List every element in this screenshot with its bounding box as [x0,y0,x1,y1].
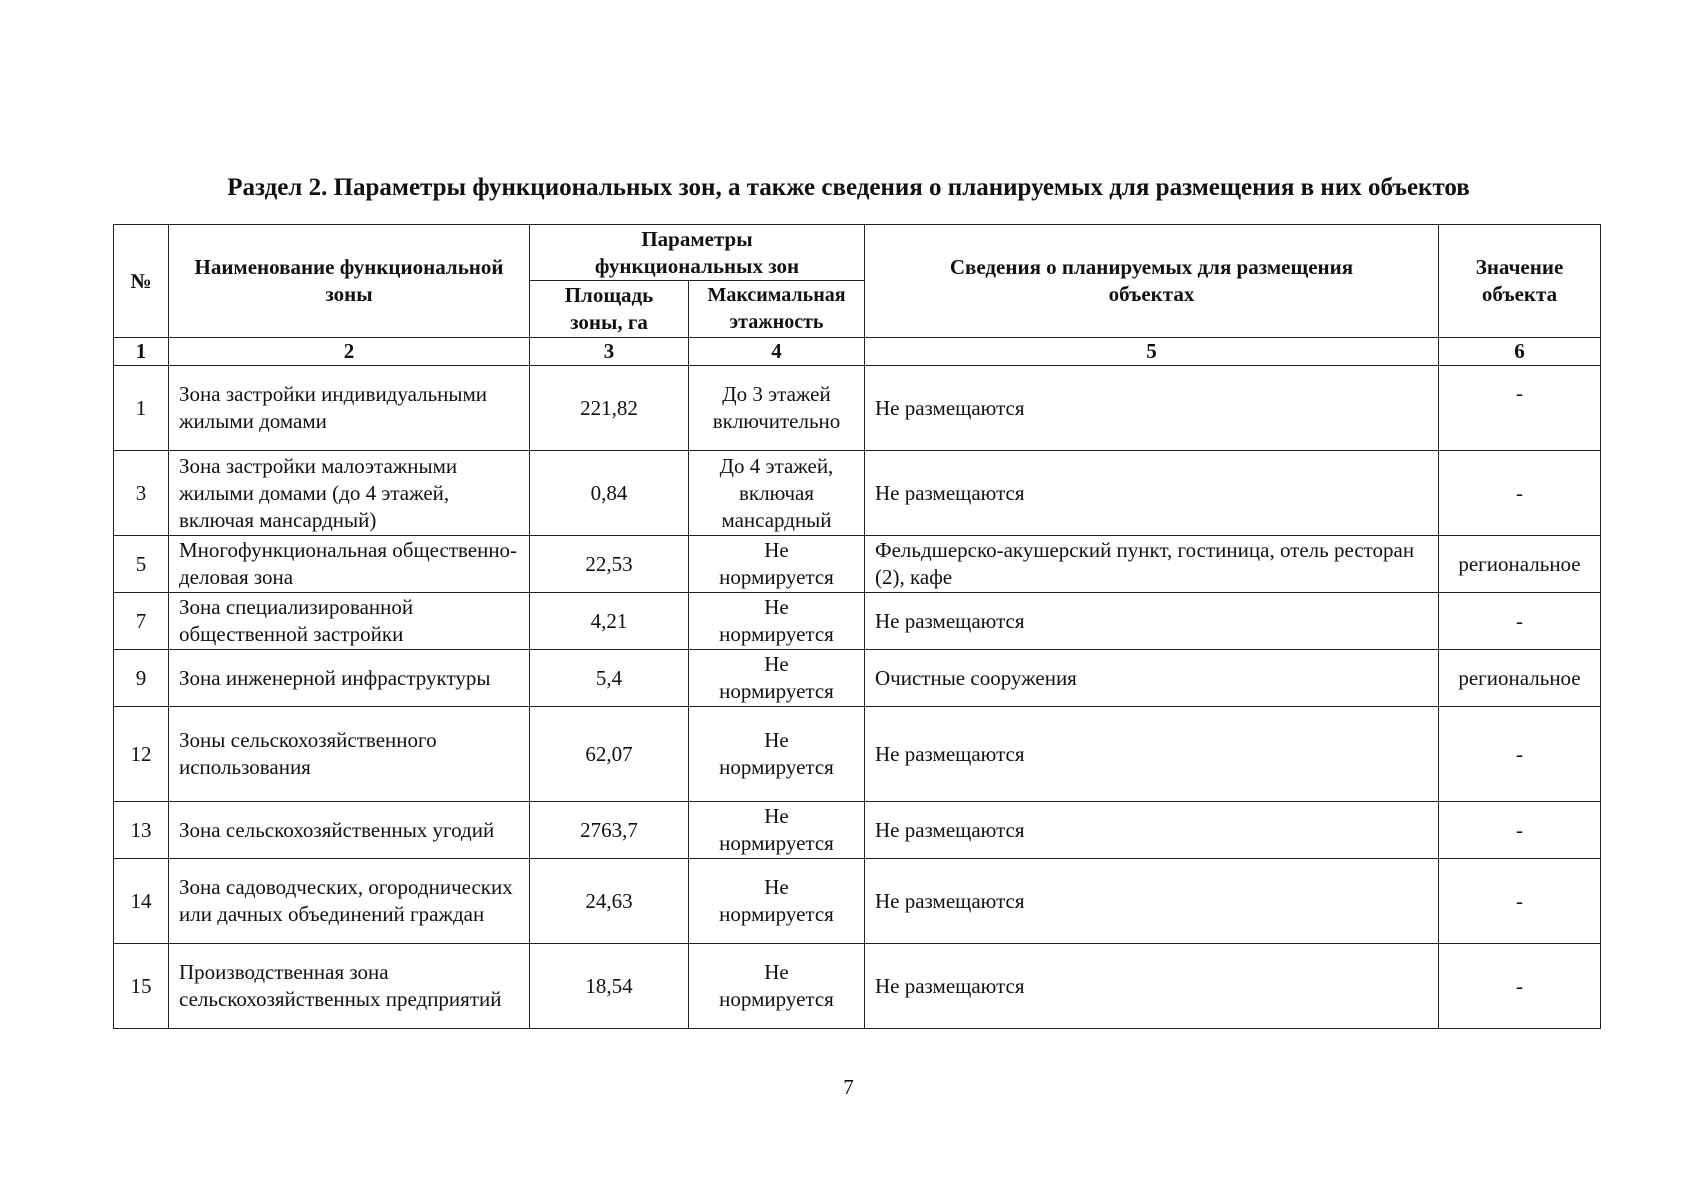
planned-objects: Не размещаются [865,944,1439,1029]
column-number: 2 [169,338,530,366]
column-number: 1 [114,338,169,366]
row-number: 9 [114,650,169,707]
zone-max-floors: Не нормируется [689,593,865,650]
object-significance: - [1439,451,1601,536]
header-zone-name: Наименование функциональной зоны [169,225,530,338]
object-significance: региональное [1439,536,1601,593]
planned-objects: Фельдшерско-акушерский пункт, гостиница, отель ресторан (2), кафе [865,536,1439,593]
zone-name: Зоны сельскохозяйственного использования [169,707,530,802]
header-planned-objects: Сведения о планируемых для размещения объектах [865,225,1439,338]
column-number: 5 [865,338,1439,366]
row-number: 14 [114,859,169,944]
column-number: 4 [689,338,865,366]
zone-max-floors: До 4 этажей, включая мансардный [689,451,865,536]
zone-max-floors: Не нормируется [689,650,865,707]
planned-objects: Не размещаются [865,802,1439,859]
table-row [114,859,1601,944]
zone-name: Зона застройки малоэтажными жилыми домами (до 4 этажей, включая мансардный) [169,451,530,536]
planned-objects: Не размещаются [865,593,1439,650]
header-row-top [114,225,1601,281]
zone-area: 5,4 [530,650,689,707]
zone-max-floors: Не нормируется [689,944,865,1029]
table-row [114,802,1601,859]
table-row [114,944,1601,1029]
zone-max-floors: Не нормируется [689,536,865,593]
planned-objects: Не размещаются [865,366,1439,451]
table-row [114,593,1601,650]
object-significance: региональное [1439,650,1601,707]
zone-name: Зона инженерной инфраструктуры [169,650,530,707]
zone-area: 2763,7 [530,802,689,859]
zone-max-floors: Не нормируется [689,802,865,859]
zone-max-floors: Не нормируется [689,707,865,802]
table-row [114,536,1601,593]
header-num: № [114,225,169,338]
column-number: 6 [1439,338,1601,366]
planned-objects: Не размещаются [865,859,1439,944]
table-row [114,451,1601,536]
row-number: 5 [114,536,169,593]
page-title: Раздел 2. Параметры функциональных зон, а также сведения о планируемых для размещения в них объектов [227,174,1470,201]
row-number: 15 [114,944,169,1029]
object-significance: - [1439,859,1601,944]
object-significance: - [1439,707,1601,802]
functional-zones-table [113,224,1601,1029]
zone-max-floors: До 3 этажей включительно [689,366,865,451]
zone-area: 22,53 [530,536,689,593]
table-row [114,707,1601,802]
row-number: 1 [114,366,169,451]
table-row [114,650,1601,707]
planned-objects: Не размещаются [865,707,1439,802]
zone-area: 4,21 [530,593,689,650]
column-number: 3 [530,338,689,366]
page-number: 7 [843,1075,854,1099]
row-number: 7 [114,593,169,650]
zone-area: 62,07 [530,707,689,802]
object-significance: - [1439,944,1601,1029]
column-number-row [114,338,1601,366]
zone-name: Зона специализированной общественной застройки [169,593,530,650]
zone-area: 24,63 [530,859,689,944]
planned-objects: Не размещаются [865,451,1439,536]
object-significance: - [1439,593,1601,650]
row-number: 13 [114,802,169,859]
object-significance: - [1439,366,1601,451]
table-row [114,366,1601,451]
zone-max-floors: Не нормируется [689,859,865,944]
row-number: 12 [114,707,169,802]
zone-name: Зона сельскохозяйственных угодий [169,802,530,859]
object-significance: - [1439,802,1601,859]
header-max-floors: Максимальная этажность [689,281,865,338]
header-area: Площадь зоны, га [530,281,689,338]
header-params: Параметры функциональных зон [530,225,865,281]
zone-name: Зона застройки индивидуальными жилыми домами [169,366,530,451]
zone-name: Производственная зона сельскохозяйственных предприятий [169,944,530,1029]
zone-area: 0,84 [530,451,689,536]
zone-area: 221,82 [530,366,689,451]
zone-area: 18,54 [530,944,689,1029]
zone-name: Многофункциональная общественно-деловая зона [169,536,530,593]
zone-name: Зона садоводческих, огороднических или дачных объединений граждан [169,859,530,944]
planned-objects: Очистные сооружения [865,650,1439,707]
header-significance: Значение объекта [1439,225,1601,338]
row-number: 3 [114,451,169,536]
